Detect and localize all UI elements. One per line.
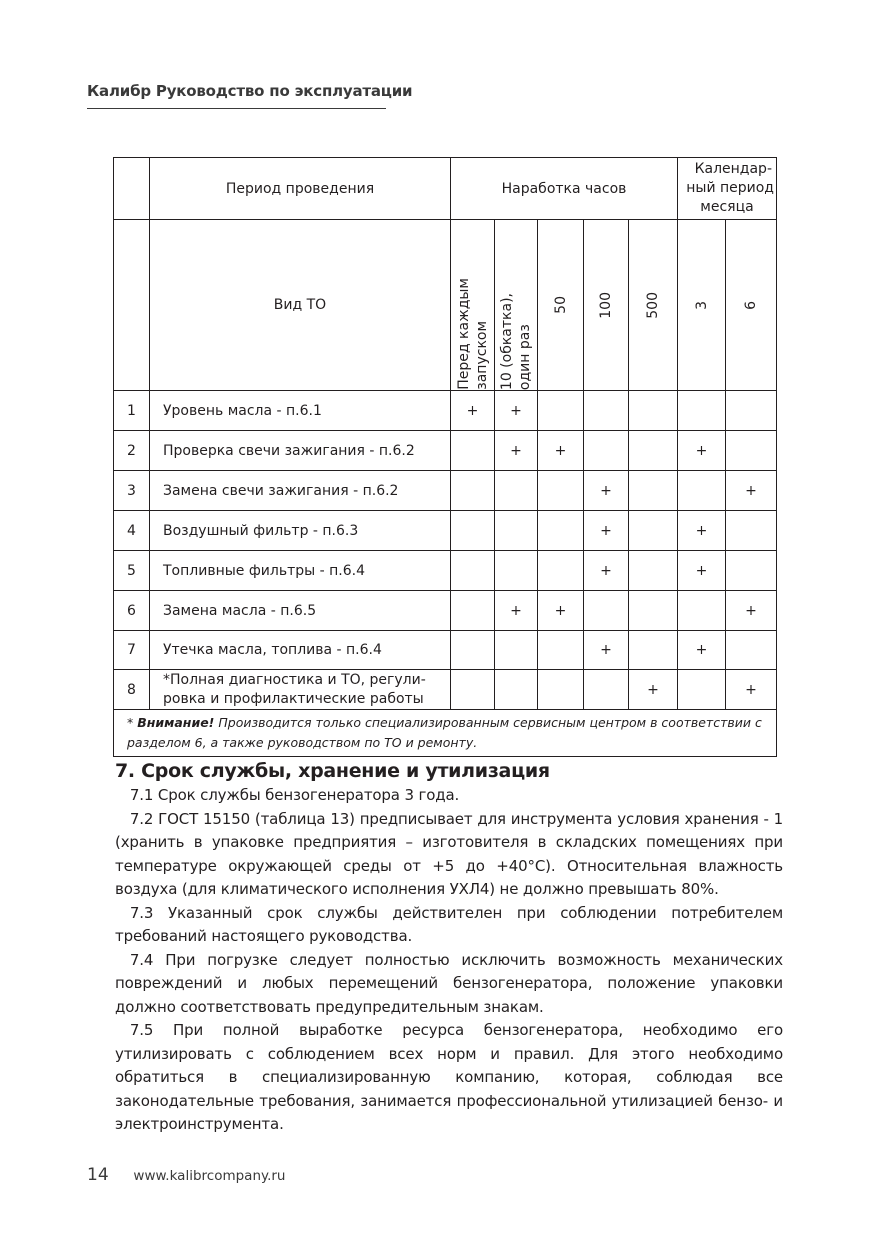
period-header: Период проведения bbox=[150, 158, 451, 220]
hours-header: Наработка часов bbox=[451, 158, 678, 220]
table-row: 2 Проверка свечи зажигания - п.6.2 + + + bbox=[114, 431, 777, 471]
col-100: 100 bbox=[584, 220, 629, 391]
col-500: 500 bbox=[629, 220, 678, 391]
table-row: 6 Замена масла - п.6.5 + + + bbox=[114, 591, 777, 631]
header-row-2 bbox=[114, 220, 777, 391]
calendar-header: Календар- ный период месяца bbox=[678, 158, 777, 220]
maintenance-table bbox=[113, 157, 777, 757]
table-row: 4 Воздушный фильтр - п.6.3 + + bbox=[114, 511, 777, 551]
paragraph-7-4: 7.4 При погрузке следует полностью исключить возможность механических повреждений и любых перемещений бензогенератора, положение упаковки должно соответствовать предупредительным знакам. bbox=[115, 950, 783, 1016]
section-7 bbox=[115, 760, 783, 1137]
col-6-months: 6 bbox=[726, 220, 777, 391]
table-row: 3 Замена свечи зажигания - п.6.2 + + bbox=[114, 471, 777, 511]
blank-corner bbox=[114, 158, 150, 220]
col-3-months: 3 bbox=[678, 220, 726, 391]
blank-corner-2 bbox=[114, 220, 150, 391]
paragraph-7-3: 7.3 Указанный срок службы действителен при соблюдении потребителем требований настоящего руководства. bbox=[115, 903, 783, 945]
table-row: 1 Уровень масла - п.6.1 + + bbox=[114, 391, 777, 431]
paragraph-7-1: 7.1 Срок службы бензогенератора 3 года. bbox=[129, 786, 460, 804]
table-note: * Внимание! Производится только специализированным сервисным центром в соответствии с разделом 6, а также руководством по ТО и ремонту. bbox=[114, 710, 777, 757]
paragraph-7-5: 7.5 При полной выработке ресурса бензогенератора, необходимо его утилизировать с соблюдением всех норм и правил. Для этого необходимо обратиться в специализированную компанию, которая, соблюдая все законодательные требования, занимается профессиональной утилизацией бензо- и электроинструмента. bbox=[115, 1021, 783, 1133]
col-before-start: Перед каждым запуском bbox=[451, 220, 495, 391]
running-title: Калибр Руководство по эксплуатации bbox=[87, 82, 413, 100]
paragraph-7-2: 7.2 ГОСТ 15150 (таблица 13) предписывает для инструмента условия хранения - 1 (хранить в упаковке предприятия – изготовителя в складских помещениях при температуре окружающей среды от +5 до +40°С). Относительная влажность воздуха (для климатического исполнения УХЛ4) не должно превышать 80%. bbox=[115, 809, 783, 898]
section-title: 7. Срок службы, хранение и утилизация bbox=[115, 760, 550, 782]
header-row-1 bbox=[114, 158, 777, 220]
col-50: 50 bbox=[538, 220, 584, 391]
website-link[interactable]: www.kalibrcompany.ru bbox=[133, 1168, 286, 1184]
header-rule bbox=[87, 108, 386, 109]
col-breakin: 10 (обкатка), один раз bbox=[495, 220, 538, 391]
table-row: 5 Топливные фильтры - п.6.4 + + bbox=[114, 551, 777, 591]
table-row: 7 Утечка масла, топлива - п.6.4 + + bbox=[114, 631, 777, 670]
table-note-row bbox=[114, 710, 777, 757]
page-number: 14 bbox=[87, 1165, 109, 1185]
table-row: 8 *Полная диагностика и ТО, регули- ровка и профилактические работы + + bbox=[114, 670, 777, 710]
kind-header: Вид ТО bbox=[150, 220, 451, 391]
page-footer bbox=[87, 1165, 285, 1185]
